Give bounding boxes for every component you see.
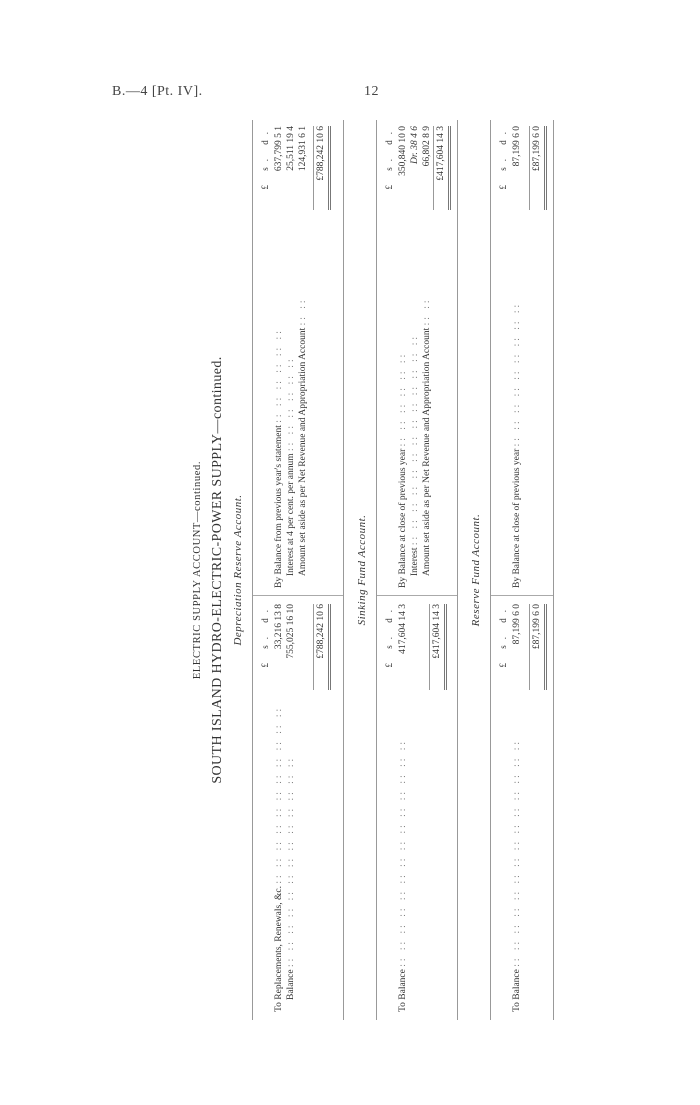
credit-amount: 25,511 19 4 <box>286 126 296 171</box>
debit-text: To Balance <box>512 969 522 1012</box>
debit-amount: 33,216 13 8 <box>274 604 284 650</box>
credit-text: Amount set aside as per Net Revenue and Appropriation Account <box>298 327 308 576</box>
debit-amount: 87,199 6 0 <box>512 604 522 645</box>
credit-line: By Balance at close of previous year :: :: :: :: :: :: :: :: :: <box>512 301 522 588</box>
credit-amount: Dr. 38 4 6 <box>410 126 420 165</box>
money-column-head: £ s. d. <box>260 126 270 190</box>
reserve-fund-table <box>490 120 554 1020</box>
credit-total: £87,199 6 0 <box>529 126 547 210</box>
credit-total: £417,604 14 3 <box>433 126 451 210</box>
debit-line: To Balance :: :: :: :: :: :: :: :: :: :: :: :: :: :: <box>512 738 522 1012</box>
credit-line: Amount set aside as per Net Revenue and Appropriation Account :: :: <box>298 297 308 576</box>
money-column-head: £ s. d. <box>384 604 394 668</box>
section-title-reserve-fund: Reserve Fund Account. <box>470 513 482 627</box>
sinking-fund-table <box>376 120 458 1020</box>
credit-amount: 350,840 10 0 <box>398 126 408 176</box>
credit-line: By Balance from previous year's statement :: :: :: :: :: :: <box>274 328 284 588</box>
debit-total: £87,199 6 0 <box>529 604 547 690</box>
credit-line: Interest :: :: :: :: :: :: :: :: :: :: :: :: :: <box>410 334 420 576</box>
debit-line: To Replacements, Renewals, &c. :: :: :: :: :: :: :: :: :: :: :: <box>274 705 284 1012</box>
debit-text: To Balance <box>398 969 408 1012</box>
credit-text: By Balance from previous year's statement <box>274 425 284 588</box>
debit-total: £417,604 14 3 <box>429 604 447 690</box>
credit-text: Interest <box>410 547 420 576</box>
section-title-sinking-fund: Sinking Fund Account. <box>356 514 368 626</box>
credit-line: Interest at 4 per cent. per annum :: :: :: :: :: :: <box>286 356 296 576</box>
debit-amount: 755,025 16 10 <box>286 604 296 659</box>
debit-side <box>253 595 343 1020</box>
page-number: 12 <box>364 84 379 99</box>
page-header-reference: B.—4 [Pt. IV]. <box>112 84 203 99</box>
section-title-depreciation: Depreciation Reserve Account. <box>232 494 244 646</box>
debit-line: Balance :: :: :: :: :: :: :: :: :: :: :: :: :: <box>286 755 296 1000</box>
depreciation-table <box>252 120 344 1020</box>
money-column-head: £ s. d. <box>498 126 508 190</box>
credit-side <box>377 120 457 596</box>
heading-south-island-hydro: SOUTH ISLAND HYDRO-ELECTRIC-POWER SUPPLY—continued. <box>210 356 225 784</box>
money-column-head: £ s. d. <box>260 604 270 668</box>
credit-total: £788,242 10 6 <box>313 126 331 210</box>
debit-side <box>377 595 457 1020</box>
money-column-head: £ s. d. <box>384 126 394 190</box>
credit-text: By Balance at close of previous year <box>398 448 408 588</box>
credit-text: Interest at 4 per cent. per annum <box>286 453 296 576</box>
credit-amount: 124,931 6 1 <box>298 126 308 172</box>
debit-line: To Balance :: :: :: :: :: :: :: :: :: :: :: :: :: :: <box>398 738 408 1012</box>
credit-amount: 637,799 5 1 <box>274 126 284 172</box>
money-column-head: £ s. d. <box>498 604 508 668</box>
debit-side <box>491 595 553 1020</box>
credit-side <box>253 120 343 596</box>
credit-line: By Balance at close of previous year :: :: :: :: :: :: <box>398 351 408 588</box>
credit-line: Amount set aside as per Net Revenue and Appropriation Account :: :: <box>422 297 432 576</box>
credit-side <box>491 120 553 596</box>
debit-text: Balance <box>286 969 296 1000</box>
credit-text: By Balance at close of previous year <box>512 448 522 588</box>
credit-text: Amount set aside as per Net Revenue and Appropriation Account <box>422 327 432 576</box>
heading-electric-supply-account: ELECTRIC SUPPLY ACCOUNT—continued. <box>192 460 203 680</box>
credit-amount: 87,199 6 0 <box>512 126 522 167</box>
debit-total: £788,242 10 6 <box>313 604 331 690</box>
debit-amount: 417,604 14 3 <box>398 604 408 654</box>
debit-text: To Replacements, Renewals, &c. <box>274 886 284 1012</box>
credit-amount: 66,802 8 9 <box>422 126 432 167</box>
rotated-account-statement <box>180 120 560 1020</box>
